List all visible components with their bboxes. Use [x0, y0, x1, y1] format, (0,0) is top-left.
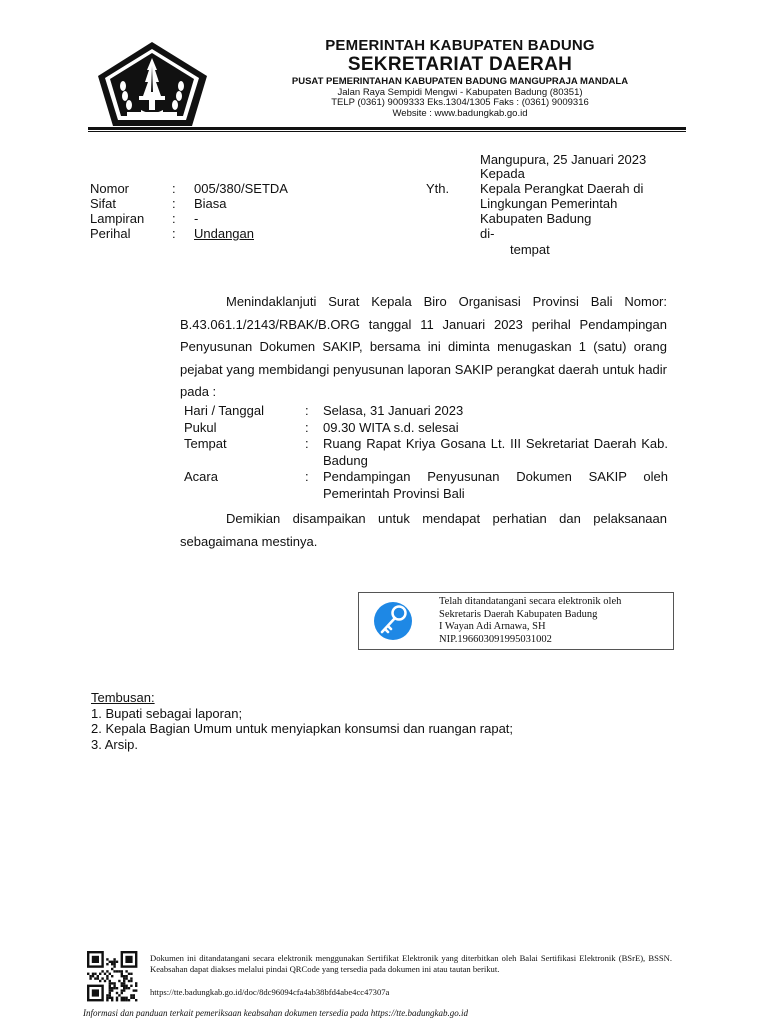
- meta-value-subject: Undangan: [194, 226, 254, 241]
- yth-label: Yth.: [426, 181, 450, 196]
- footer-info: Informasi dan panduan terkait pemeriksaan keabsahan dokumen tersedia pada https://tte.badungkab.go.id: [83, 1008, 468, 1018]
- office-complex: PUSAT PEMERINTAHAN KABUPATEN BADUNG MANGUPRAJA MANDALA: [291, 76, 629, 88]
- place-date: Mangupura, 25 Januari 2023: [480, 152, 647, 167]
- office-website: Website : www.badungkab.go.id: [392, 107, 528, 119]
- recipient-block: [480, 181, 643, 257]
- meta-row-sifat: [90, 196, 288, 211]
- recipient-place: tempat: [510, 242, 550, 257]
- signature-text: [439, 596, 621, 646]
- detail-colon: :: [305, 469, 309, 484]
- meta-label: Lampiran: [90, 211, 145, 226]
- government-name: PEMERINTAH KABUPATEN BADUNG: [325, 37, 595, 54]
- detail-colon: :: [305, 436, 309, 451]
- meta-value: -: [194, 211, 199, 226]
- digital-signature-pen-icon: [373, 599, 413, 643]
- recipient-line: Kepala Perangkat Daerah di: [480, 181, 644, 196]
- kepada-label: Kepada: [480, 166, 525, 181]
- office-phone: TELP (0361) 9009333 Eks.1304/1305 Faks : (0361) 9009316: [331, 97, 589, 109]
- meta-row-lampiran: [90, 211, 288, 226]
- meta-row-perihal: [90, 226, 288, 241]
- footer-verification-link[interactable]: https://tte.badungkab.go.id/doc/8dc96094cfa4ab38bfd4abe4cc47307a: [150, 987, 390, 997]
- detail-colon: :: [305, 403, 309, 418]
- detail-value: Pendampingan Penyusunan Dokumen SAKIP oleh Pemerintah Provinsi Bali: [323, 469, 668, 501]
- detail-colon: :: [305, 419, 309, 435]
- detail-label: Pukul: [184, 419, 217, 435]
- copies-section: [91, 690, 513, 752]
- detail-row-time: [184, 420, 668, 437]
- meta-label: Perihal: [90, 226, 131, 241]
- electronic-signature-box: [358, 592, 674, 650]
- copies-item: 1. Bupati sebagai laporan;: [91, 705, 243, 721]
- badung-regency-emblem-icon: [95, 40, 210, 128]
- meta-colon: :: [172, 226, 176, 241]
- signature-line: Telah ditandatangani secara elektronik oleh: [439, 596, 622, 607]
- letter-meta: [90, 181, 288, 241]
- signer-nip: NIP.196603091995031002: [439, 633, 552, 645]
- detail-label: Acara: [184, 469, 218, 484]
- event-details: [184, 403, 668, 502]
- meta-colon: :: [172, 181, 176, 196]
- meta-label: Sifat: [90, 196, 117, 211]
- copies-title: Tembusan:: [91, 690, 155, 705]
- detail-row-agenda: [184, 469, 668, 502]
- detail-label: Hari / Tanggal: [184, 403, 264, 418]
- detail-label: Tempat: [184, 436, 227, 451]
- signer-name: I Wayan Adi Arnawa, SH: [439, 621, 546, 633]
- meta-colon: :: [172, 211, 176, 226]
- recipient-line: Kabupaten Badung: [480, 211, 592, 226]
- recipient-line: di-: [480, 226, 495, 241]
- meta-value: 005/380/SETDA: [194, 181, 288, 196]
- detail-row-place: [184, 436, 668, 469]
- detail-row-date: [184, 403, 668, 420]
- copies-item: 2. Kepala Bagian Umum untuk menyiapkan konsumsi dan ruangan rapat;: [91, 721, 514, 736]
- detail-value: Ruang Rapat Kriya Gosana Lt. III Sekretariat Daerah Kab. Badung: [323, 436, 668, 468]
- meta-value: Biasa: [194, 196, 227, 211]
- signature-line: Sekretaris Daerah Kabupaten Badung: [439, 608, 598, 620]
- letterhead: [230, 38, 690, 119]
- detail-value: 09.30 WITA s.d. selesai: [323, 419, 459, 435]
- copies-item: 3. Arsip.: [91, 736, 138, 752]
- meta-colon: :: [172, 196, 176, 211]
- office-name: SEKRETARIAT DAERAH: [347, 53, 573, 75]
- detail-value: Selasa, 31 Januari 2023: [323, 403, 464, 418]
- letterhead-divider-thin: [88, 131, 686, 132]
- footer-verification-text: Dokumen ini ditandatangani secara elektronik menggunakan Sertifikat Elektronik yang diterbitkan oleh Balai Sertifikasi Elektronik (BSrE), BSSN. Keabsahan dapat diakses melalui pindai QRCode yang tersedia pada dokumen ini atau tautan berikut.: [150, 953, 672, 975]
- body-paragraph-2: Demikian disampaikan untuk mendapat perhatian dan pelaksanaan sebagaimana mestinya.: [180, 511, 667, 549]
- meta-row-nomor: [90, 181, 288, 196]
- meta-label: Nomor: [90, 181, 130, 196]
- letterhead-divider-thick: [88, 127, 686, 130]
- office-address: Jalan Raya Sempidi Mengwi - Kabupaten Badung (80351): [337, 86, 583, 98]
- body-paragraph-1: Menindaklanjuti Surat Kepala Biro Organisasi Provinsi Bali Nomor: B.43.061.1/2143/RBAK/B.ORG tanggal 11 Januari 2023 perihal Pendampingan Penyusunan Dokumen SAKIP, bersama ini diminta menugaskan 1 (satu) orang pejabat yang membidangi penyusunan laporan SAKIP perangkat daerah untuk hadir pada :: [180, 294, 667, 399]
- qr-code-icon: [83, 950, 143, 1002]
- recipient-line: Lingkungan Pemerintah: [480, 196, 618, 211]
